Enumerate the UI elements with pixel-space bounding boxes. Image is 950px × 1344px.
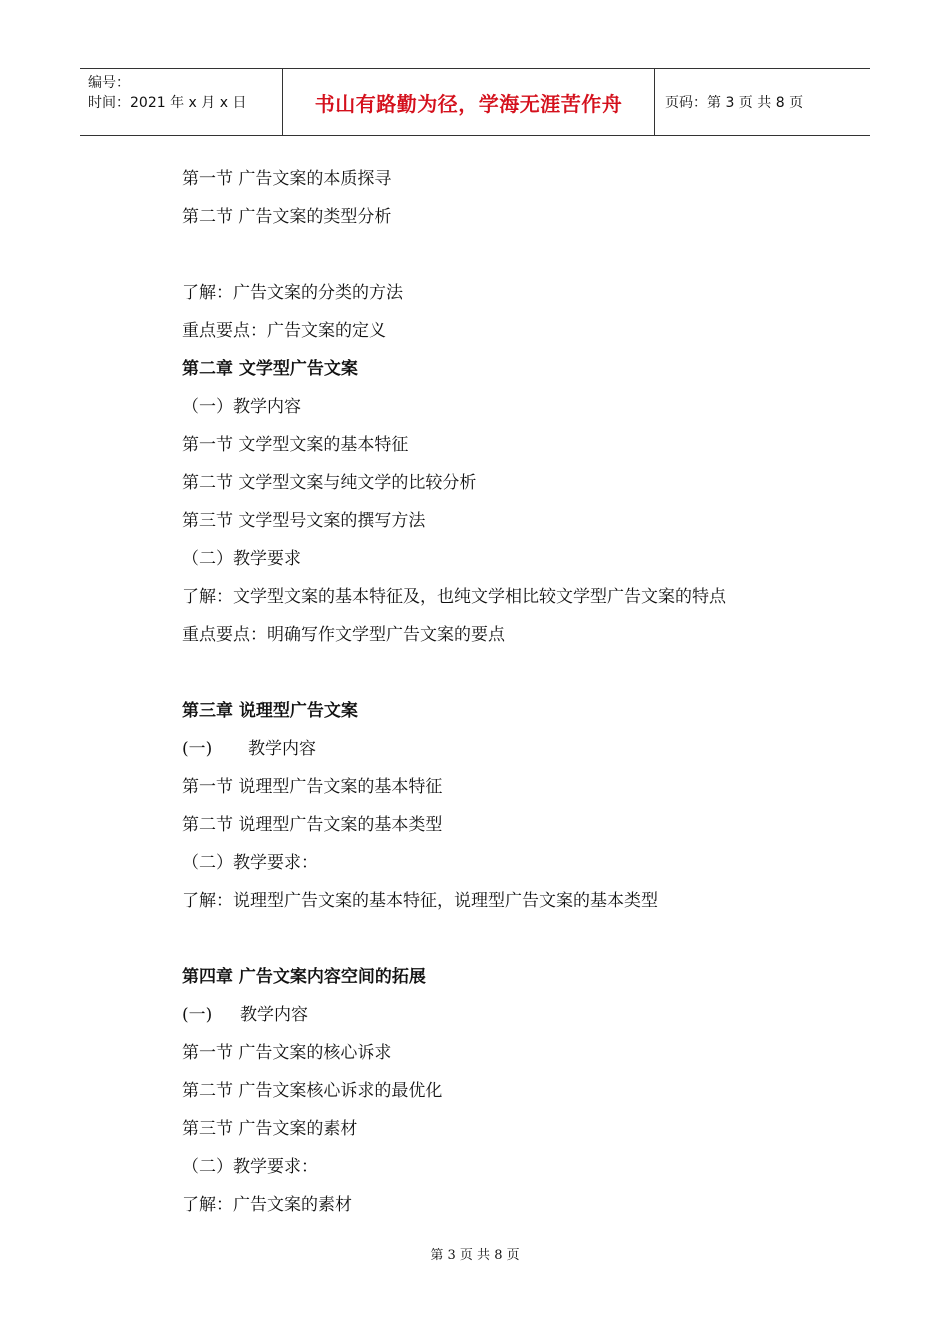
header-page-info: 页码：第 3 页 共 8 页 [665, 95, 804, 111]
subheading-line: （二）教学要求 [182, 549, 301, 569]
number-label: 编号： [88, 75, 130, 91]
spacer [182, 654, 862, 692]
subheading-line: （一）教学内容 [182, 397, 301, 417]
requirement-line: 了解：说理型广告文案的基本特征，说理型广告文案的基本类型 [182, 891, 658, 911]
section-line: 第一节 说理型广告文案的基本特征 [182, 777, 443, 797]
subheading-number: (一) [182, 1005, 213, 1025]
spacer [182, 920, 862, 958]
subheading-number: (一) [182, 739, 213, 759]
header-meta [80, 69, 283, 135]
chapter-heading: 第四章 广告文案内容空间的拓展 [182, 967, 426, 987]
chapter-heading: 第三章 说理型广告文案 [182, 701, 358, 721]
subheading-text: 教学内容 [248, 739, 316, 759]
section-line: 第一节 文学型文案的基本特征 [182, 435, 409, 455]
requirement-line: 了解：文学型文案的基本特征及，也纯文学相比较文学型广告文案的特点 [182, 587, 726, 607]
time-label: 时间：2021 年 x 月 x 日 [88, 95, 247, 111]
section-line: 第二节 广告文案的类型分析 [182, 207, 392, 227]
section-line: 第二节 广告文案核心诉求的最优化 [182, 1081, 443, 1101]
header-motto: 书山有路勤为径，学海无涯苦作舟 [283, 69, 655, 135]
page-footer: 第 3 页 共 8 页 [430, 1248, 520, 1263]
subheading-line: （二）教学要求： [182, 853, 318, 873]
section-line: 第二节 说理型广告文案的基本类型 [182, 815, 443, 835]
section-line: 第一节 广告文案的本质探寻 [182, 169, 392, 189]
subheading-line: （二）教学要求： [182, 1157, 318, 1177]
section-line: 第三节 文学型号文案的撰写方法 [182, 511, 426, 531]
spacer [182, 236, 862, 274]
requirement-line: 了解：广告文案的素材 [182, 1195, 352, 1215]
subheading-text: 教学内容 [240, 1005, 308, 1025]
chapter-heading: 第二章 文学型广告文案 [182, 359, 358, 379]
section-line: 第二节 文学型文案与纯文学的比较分析 [182, 473, 477, 493]
section-line: 第一节 广告文案的核心诉求 [182, 1043, 392, 1063]
key-point-line: 重点要点：明确写作文学型广告文案的要点 [182, 625, 505, 645]
subheading-line [182, 996, 862, 1034]
document-header [80, 68, 870, 136]
requirement-line: 了解：广告文案的分类的方法 [182, 283, 403, 303]
key-point-line: 重点要点：广告文案的定义 [182, 321, 386, 341]
subheading-line [182, 730, 862, 768]
section-line: 第三节 广告文案的素材 [182, 1119, 358, 1139]
document-body [182, 160, 862, 1224]
